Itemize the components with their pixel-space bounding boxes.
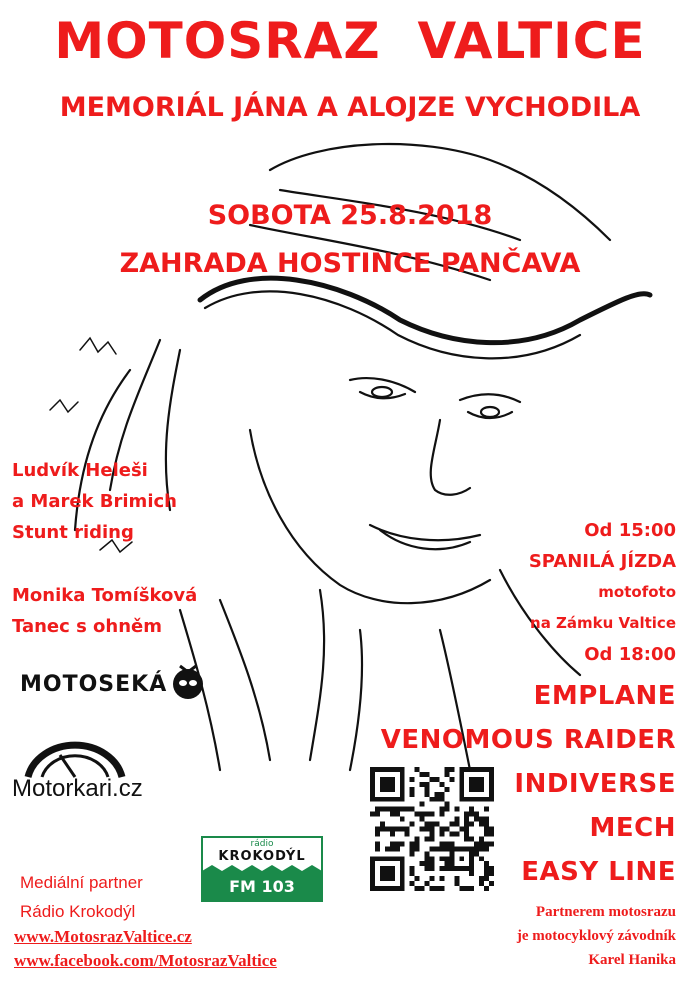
sponsor-rider <box>517 900 676 972</box>
facebook-link[interactable]: www.facebook.com/MotosrazValtice <box>14 951 277 970</box>
links <box>14 925 277 973</box>
schedule-event-1: SPANILÁ JÍZDA <box>528 551 676 572</box>
act-fire-dance <box>12 580 197 642</box>
band-item: EASY LINE <box>521 857 676 887</box>
media-partner <box>20 868 143 926</box>
media-partner-label: Mediální partner <box>20 873 143 892</box>
sponsor-line: Partnerem motosrazu <box>535 904 676 920</box>
media-partner-name: Rádio Krokodýl <box>20 902 136 921</box>
band-item: EMPLANE <box>533 681 676 711</box>
krokodyl-top-text: rádio <box>250 839 274 849</box>
event-date: SOBOTA 25.8.2018 <box>207 200 493 231</box>
schedule-time-2: Od 18:00 <box>584 644 676 665</box>
act-line: a Marek Brimich <box>12 491 177 512</box>
sponsor-line: Karel Hanika <box>588 952 676 968</box>
band-item: INDIVERSE <box>514 769 676 799</box>
krokodyl-fm-text: FM 103 <box>229 877 295 896</box>
schedule <box>529 515 676 670</box>
radio-krokodyl-logo <box>200 835 324 903</box>
poster-title: MOTOSRAZ VALTICE <box>54 12 646 70</box>
schedule-time-1: Od 15:00 <box>584 520 676 541</box>
poster-subtitle: MEMORIÁL JÁNA A ALOJZE VYCHODILA <box>59 92 641 123</box>
schedule-note-1: motofoto <box>598 583 676 601</box>
event-venue: ZAHRADA HOSTINCE PANČAVA <box>119 248 581 279</box>
schedule-note-2: na Zámku Valtice <box>530 614 676 632</box>
qr-code[interactable] <box>370 767 494 891</box>
motosekac-logo <box>20 660 210 708</box>
act-line: Tanec s ohněm <box>12 616 163 637</box>
act-line: Stunt riding <box>12 522 134 543</box>
band-item: MECH <box>589 813 676 843</box>
sponsor-line: je motocyklový závodník <box>516 928 676 944</box>
krokodyl-name-text: KROKODÝL <box>218 849 306 864</box>
motosekac-mascot-icon <box>170 662 206 702</box>
act-line: Ludvík Heleši <box>12 460 148 481</box>
act-line: Monika Tomíšková <box>12 585 198 606</box>
act-stunt-riding <box>12 455 177 548</box>
motorkari-logo-text: Motorkari.cz <box>12 775 143 802</box>
motorkari-logo <box>12 735 172 805</box>
website-link[interactable]: www.MotosrazValtice.cz <box>14 927 192 946</box>
motosekac-logo-text: MOTOSEKÁ <box>20 672 168 697</box>
band-item: VENOMOUS RAIDER <box>380 725 676 755</box>
speedometer-icon <box>20 735 130 780</box>
